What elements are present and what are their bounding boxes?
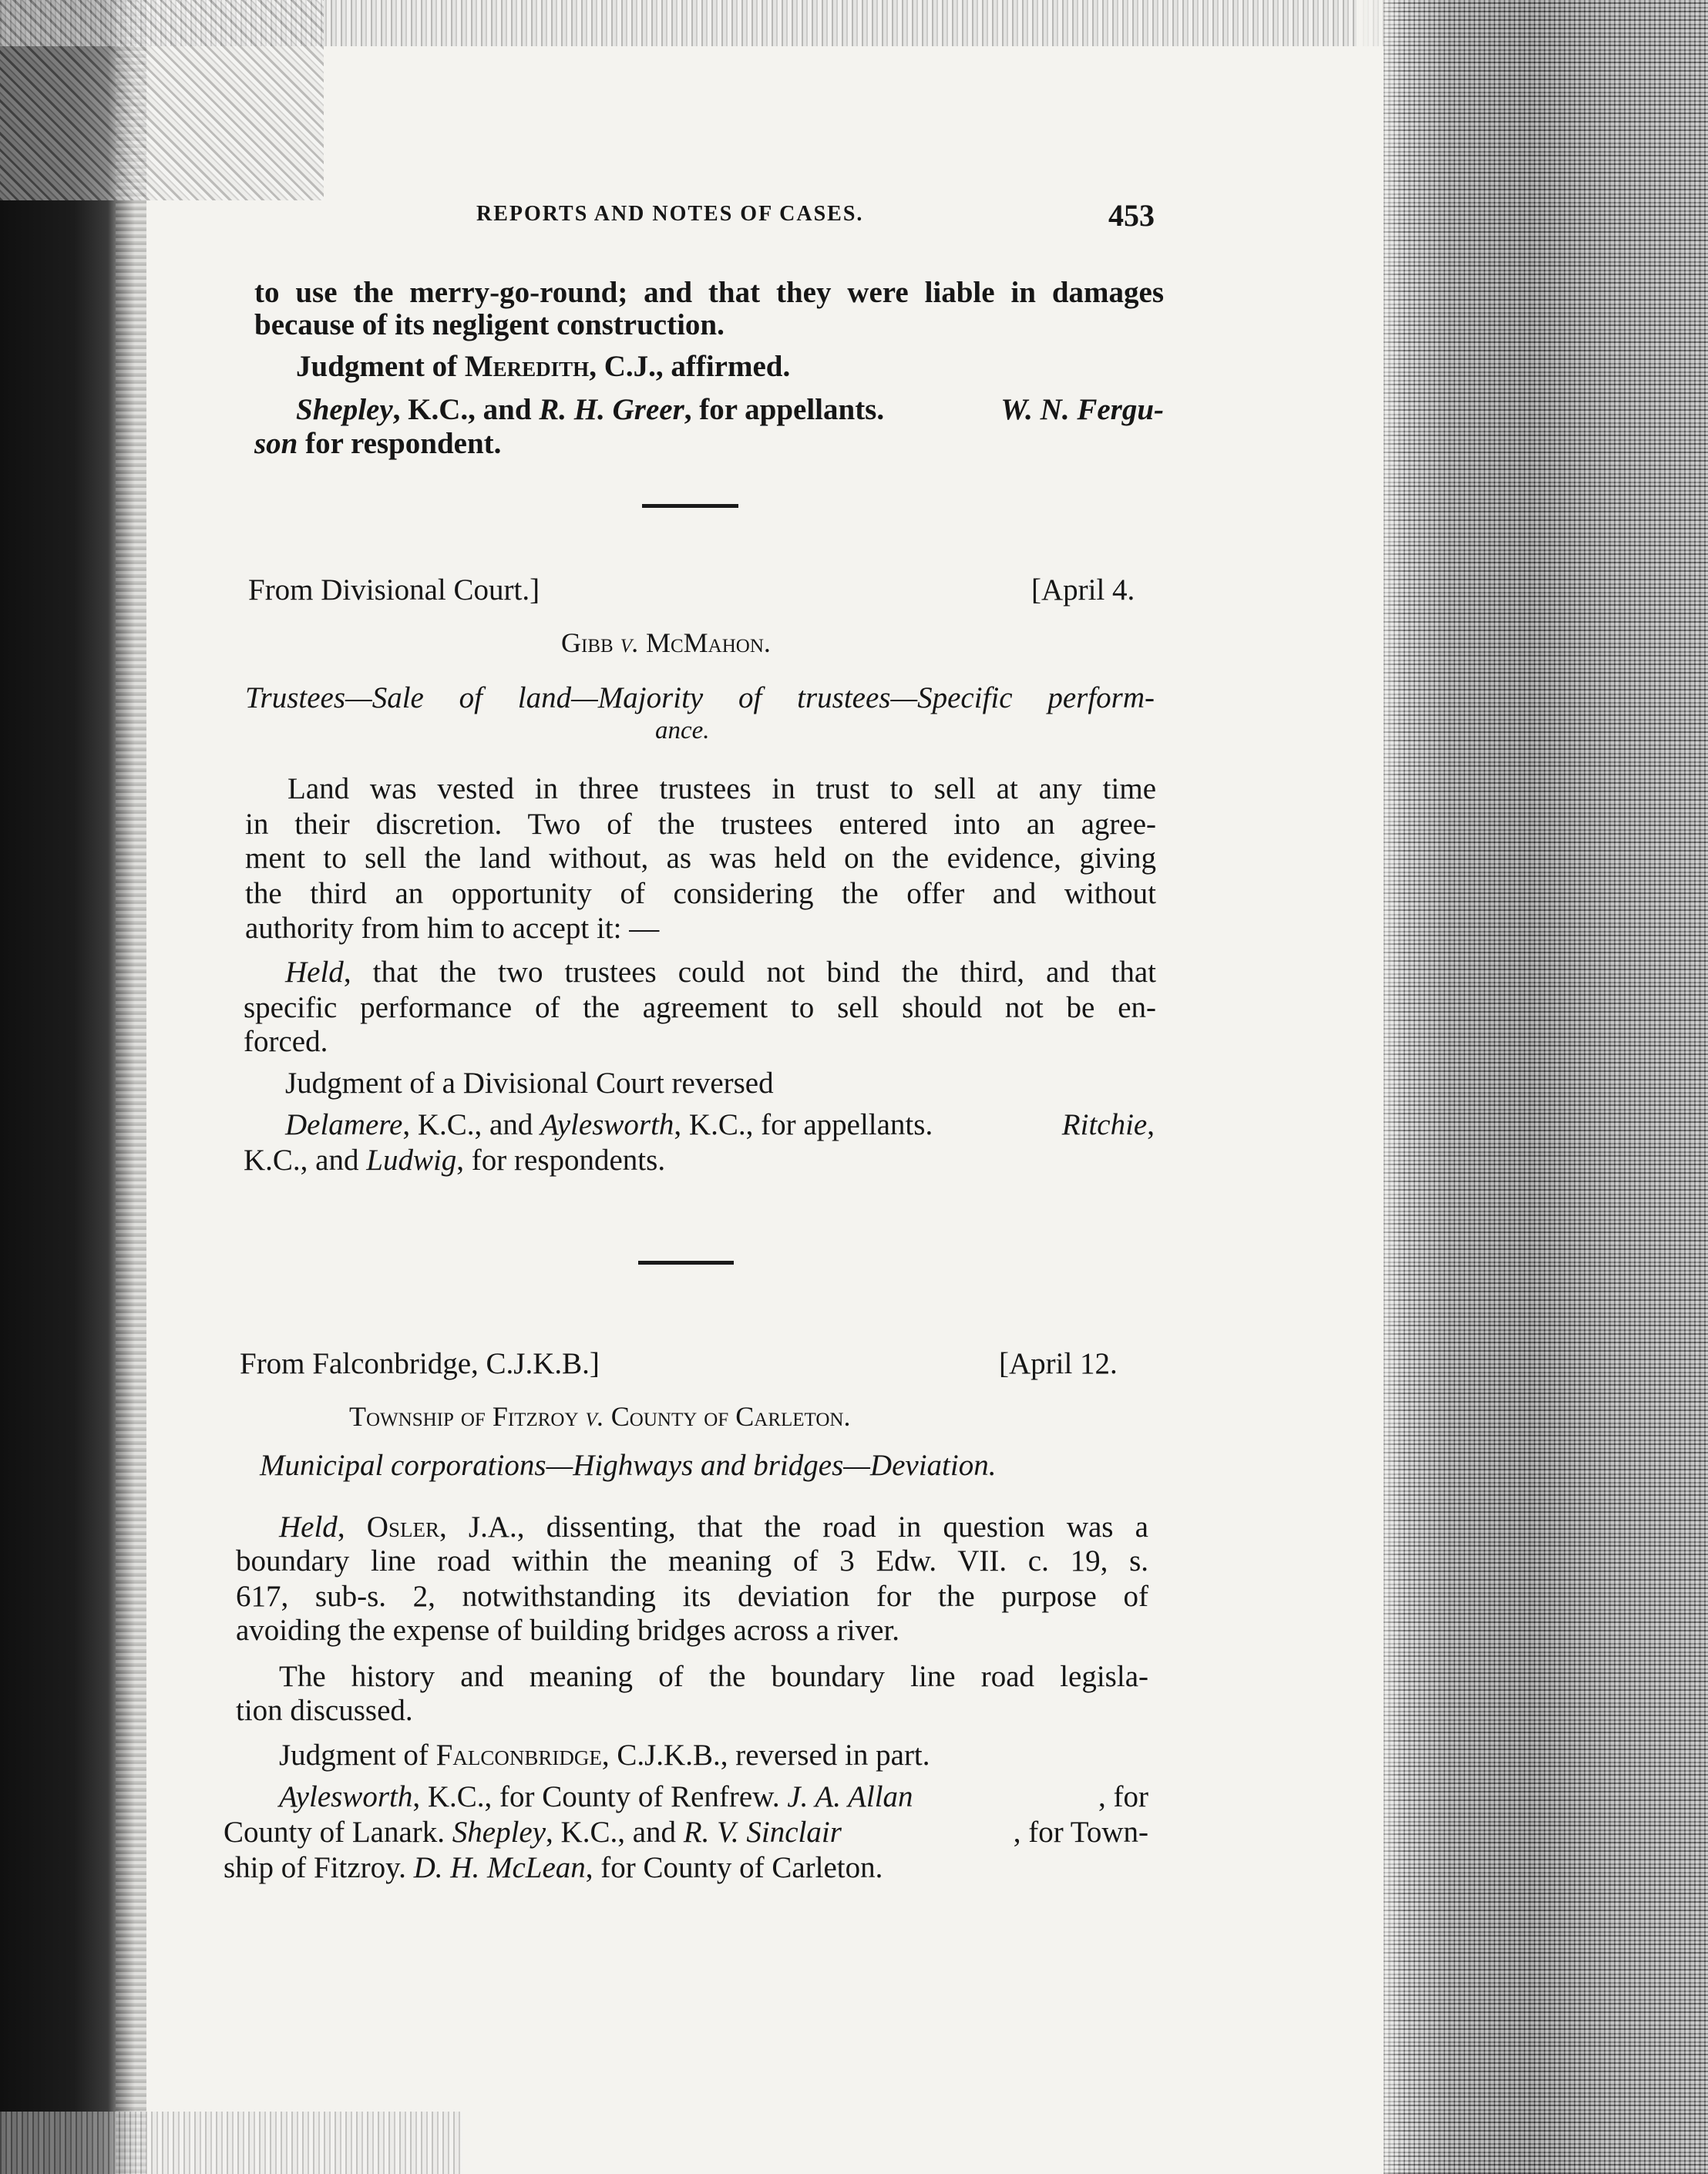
case2-facts-line-3: ment to sell the land without, as was held on the evidence, giving [245,842,1156,875]
case2-counsel-line-2: K.C., and Ludwig, for respondents. [244,1144,666,1177]
case3-history-line-1: The history and meaning of the boundary line road legisla- [279,1660,1148,1693]
case2-catchwords-line-1: Trustees—Sale of land—Majority of trustees—Specific perform- [245,681,1155,714]
case1-text-line-2: because of its negligent construction. [254,308,725,341]
case2-facts-line-2: in their discretion. Two of the trustees entered into an agree- [245,808,1156,841]
case2-facts-line-5: authority from him to accept it: — [245,912,660,945]
case3-counsel-line-2: County of Lanark. Shepley, K.C., and R. V. Sinclair , for Town- [224,1816,1148,1849]
section-divider-2 [638,1261,734,1265]
case2-held-line-2: specific performance of the agreement to sell should not be en- [244,991,1156,1024]
case2-counsel-line-1: Delamere, K.C., and Aylesworth, K.C., for appellants. Ritchie, [285,1108,1155,1141]
case2-catchwords-line-2: ance. [655,717,710,744]
case2-facts-line-4: the third an opportunity of considering the offer and without [245,877,1156,910]
case2-judgment: Judgment of a Divisional Court reversed [285,1067,774,1100]
case1-counsel-line-2: son for respondent. [254,427,502,460]
case3-held-line-1: Held, Osler, J.A., dissenting, that the road in question was a [279,1510,1148,1544]
case3-court-from: From Falconbridge, C.J.K.B.] [240,1347,600,1380]
case3-counsel-line-3: ship of Fitzroy. D. H. McLean, for County of Carleton. [224,1851,883,1884]
case2-court-from: From Divisional Court.] [248,573,540,607]
running-title: REPORTS AND NOTES OF CASES. [476,202,864,226]
case3-held-line-3: 617, sub-s. 2, notwithstanding its deviation for the purpose of [236,1580,1148,1613]
case2-date: [April 4. [1031,573,1135,607]
case3-counsel-line-1: Aylesworth, K.C., for County of Renfrew. J. A. Allan , for [279,1780,1148,1813]
case2-held-line-3: forced. [244,1025,328,1058]
case1-text-line-1: to use the merry-go-round; and that they were liable in damages [254,276,1164,309]
case3-catchwords: Municipal corporations—Highways and bridges—Deviation. [260,1449,997,1482]
case3-judgment: Judgment of Falconbridge, C.J.K.B., reversed in part. [279,1739,930,1772]
page-number: 453 [1108,198,1155,233]
case2-title: Gibb v. McMahon. [561,627,771,658]
case3-history-line-2: tion discussed. [236,1694,413,1727]
case3-held-line-4: avoiding the expense of building bridges across a river. [236,1614,900,1647]
case3-title: Township of Fitzroy v. County of Carleton. [349,1401,851,1432]
case1-counsel-line-1: Shepley, K.C., and R. H. Greer, for appellants. W. N. Fergu- [296,393,1164,426]
case3-held-line-2: boundary line road within the meaning of 3 Edw. VII. c. 19, s. [236,1544,1148,1578]
case1-judgment: Judgment of Meredith, C.J., affirmed. [296,350,791,383]
case3-date: [April 12. [999,1347,1118,1380]
case2-held-line-1: Held, that the two trustees could not bind the third, and that [285,956,1156,989]
case2-facts-line-1: Land was vested in three trustees in trust to sell at any time [287,772,1156,805]
section-divider-1 [642,504,738,508]
